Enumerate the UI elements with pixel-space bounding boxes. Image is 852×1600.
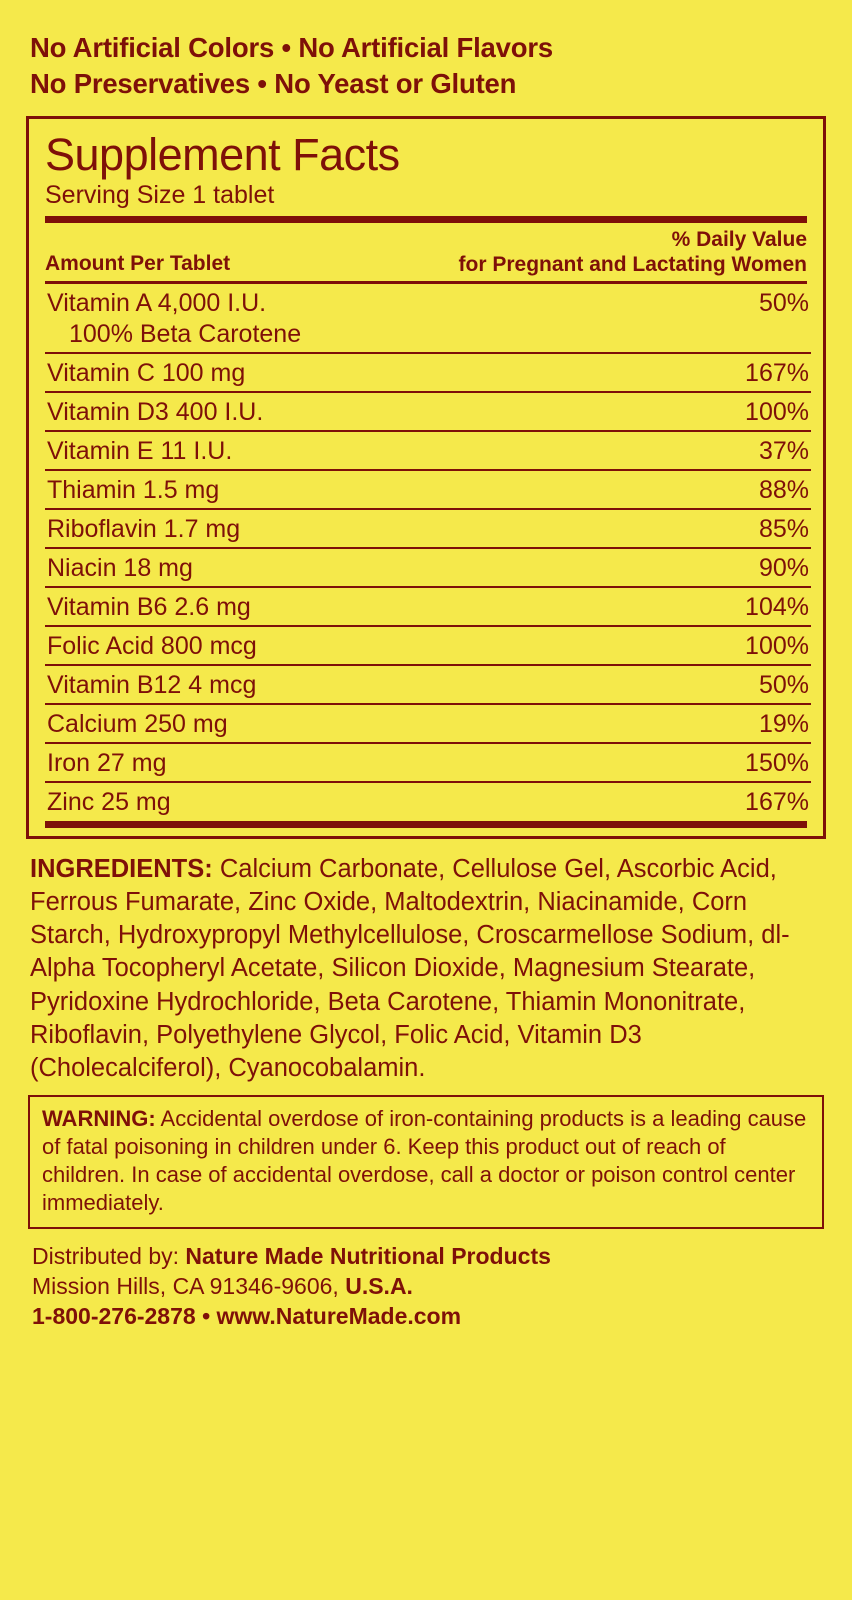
contact-line[interactable]: 1-800-276-2878 • www.NatureMade.com [32, 1303, 462, 1330]
nutrient-value: 100% [697, 626, 811, 665]
nutrient-value: 167% [745, 787, 809, 816]
divider-thick-top [45, 216, 807, 223]
table-row [45, 743, 811, 782]
warning-text: Accidental overdose of iron-containing products is a leading cause of fatal poisoning in children under 6. Keep this product out of reach of children. In case of accidental overdose, call a doctor or poison control center immediately. [42, 1105, 807, 1216]
nutrient-value: 88% [697, 470, 811, 509]
daily-value-header-line-1: % Daily Value [671, 227, 807, 251]
company-name: Nature Made Nutritional Products [185, 1242, 551, 1269]
table-row [45, 392, 811, 431]
table-header [43, 223, 809, 281]
nutrients-table [45, 284, 811, 820]
table-row [45, 704, 811, 743]
address-line [32, 1271, 820, 1301]
address-text: Mission Hills, CA 91346-9606, [32, 1272, 346, 1299]
distributed-by-line [32, 1241, 820, 1271]
table-row [45, 509, 811, 548]
warning-box [28, 1095, 824, 1229]
table-row [45, 665, 811, 704]
nutrient-value: 167% [697, 353, 811, 392]
table-row [45, 284, 811, 353]
nutrient-subline: 100% Beta Carotene [69, 319, 302, 348]
daily-value-header-line-2: for Pregnant and Lactating Women [458, 253, 807, 277]
nutrient-name: Zinc 25 mg [47, 787, 171, 816]
ingredients-section [30, 853, 822, 1085]
table-row [45, 470, 811, 509]
table-row [45, 431, 811, 470]
nutrient-value: 100% [697, 392, 811, 431]
amount-per-tablet-header: Amount Per Tablet [45, 251, 231, 275]
country: U.S.A. [345, 1272, 413, 1299]
supplement-facts-title: Supplement Facts [45, 128, 400, 180]
supplement-facts-panel [26, 116, 826, 839]
nutrient-value: 19% [697, 704, 811, 743]
table-row [45, 782, 811, 820]
claim-line-2: No Preservatives • No Yeast or Gluten [30, 67, 517, 99]
nutrient-name: Vitamin B6 2.6 mg [45, 587, 697, 626]
daily-value-header [459, 227, 807, 278]
nutrient-name: Riboflavin 1.7 mg [45, 509, 697, 548]
nutrient-name: Thiamin 1.5 mg [45, 470, 697, 509]
product-claims [30, 30, 826, 102]
table-row [45, 587, 811, 626]
nutrient-name: Vitamin C 100 mg [45, 353, 697, 392]
nutrient-value: 85% [697, 509, 811, 548]
table-row [45, 353, 811, 392]
nutrient-name: Vitamin D3 400 I.U. [45, 392, 697, 431]
nutrient-name: Calcium 250 mg [45, 704, 697, 743]
table-row [45, 626, 811, 665]
nutrient-name-cell [45, 284, 697, 353]
nutrient-name: Vitamin E 11 I.U. [45, 431, 697, 470]
table-row [45, 548, 811, 587]
nutrient-name: Folic Acid 800 mcg [45, 626, 697, 665]
nutrient-value: 50% [697, 665, 811, 704]
ingredients-text: Calcium Carbonate, Cellulose Gel, Ascorbic Acid, Ferrous Fumarate, Zinc Oxide, Maltodextrin, Niacinamide, Corn Starch, Hydroxypropyl Methylcellulose, Croscarmellose Sodium, dl-Alpha Tocopheryl Acetate, Silicon Dioxide, Magnesium Stearate, Pyridoxine Hydrochloride, Beta Carotene, Thiamin Mononitrate, Riboflavin, Polyethylene Glycol, Folic Acid, Vitamin D3 (Cholecalciferol), Cyanocobalamin. [30, 854, 790, 1082]
claim-line-1: No Artificial Colors • No Artificial Flavors [30, 32, 553, 63]
nutrient-value: 104% [697, 587, 811, 626]
nutrient-name: Vitamin A 4,000 I.U. [47, 288, 267, 317]
nutrient-name: Vitamin B12 4 mcg [45, 665, 697, 704]
footer [32, 1241, 820, 1332]
warning-label: WARNING: [42, 1105, 156, 1131]
nutrient-name: Iron 27 mg [45, 743, 697, 782]
distributed-by-prefix: Distributed by: [32, 1242, 186, 1269]
nutrient-value: 90% [697, 548, 811, 587]
serving-size: Serving Size 1 tablet [45, 180, 275, 209]
nutrient-value: 50% [697, 284, 811, 353]
nutrient-value: 37% [697, 431, 811, 470]
nutrient-value: 150% [697, 743, 811, 782]
nutrient-name: Niacin 18 mg [45, 548, 697, 587]
ingredients-label: INGREDIENTS: [30, 854, 213, 883]
divider-thick-bottom [45, 821, 807, 828]
